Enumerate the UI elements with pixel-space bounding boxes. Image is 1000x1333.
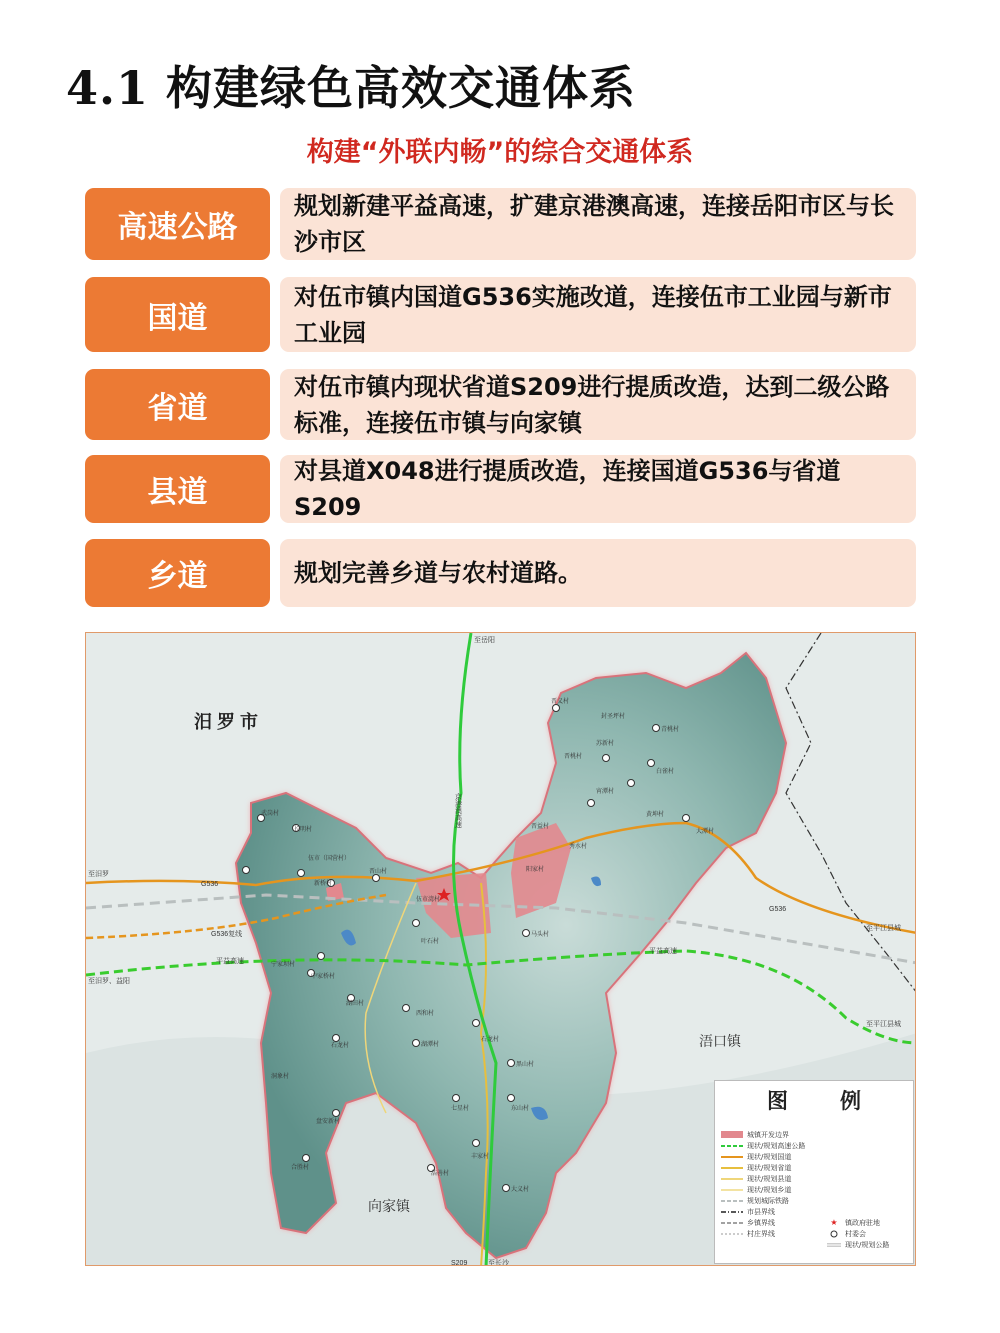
legend-title: 图例 <box>767 1089 913 1113</box>
legend-item <box>721 1195 789 1206</box>
village-label: 晋义村 <box>551 699 570 705</box>
legend-label: 规划城际铁路 <box>747 1196 789 1205</box>
place-label-xiangjia: 向家镇 <box>368 1198 410 1214</box>
village-label: 苏新村 <box>596 741 615 747</box>
village-label: 七星村 <box>451 1106 470 1112</box>
village-label: 宵潭村 <box>596 789 615 795</box>
transport-map <box>85 632 916 1266</box>
legend-label: 现状/规划乡道 <box>747 1185 792 1194</box>
road-label-pingyi: 平益高速 <box>216 958 244 965</box>
village-label: 秀水村 <box>569 844 588 850</box>
village-label: 湖潭村 <box>421 1042 440 1048</box>
legend-item <box>721 1162 791 1173</box>
legend-label: 市县界线 <box>747 1207 775 1216</box>
legend-item <box>721 1228 775 1239</box>
village-label: 黑山村 <box>516 1062 535 1068</box>
legend-label: 镇政府驻地 <box>845 1218 880 1227</box>
road-plan-description: 规划完善乡道与农村道路。 <box>280 539 916 607</box>
village-label: 伍市（国营村） <box>308 856 351 862</box>
village-label: 武岗村 <box>261 811 280 817</box>
white-road-line-icon <box>827 1241 841 1249</box>
legend-item <box>721 1217 775 1228</box>
road-label-to-changsha: 至长沙 <box>488 1260 509 1267</box>
legend-item <box>827 1217 880 1228</box>
legend-item <box>827 1228 866 1239</box>
road-label-to-pingjiang: 至平江县城 <box>866 925 901 932</box>
pale-yellow-line-icon <box>721 1186 743 1194</box>
legend-label: 现状/规划省道 <box>747 1163 792 1172</box>
village-label: 盘安新村 <box>316 1119 341 1125</box>
village-label: 伍市湾村 <box>416 897 441 903</box>
thin-dash-line-icon <box>721 1230 743 1238</box>
road-plan-description: 规划新建平益高速，扩建京港澳高速，连接岳阳市区与长沙市区 <box>280 188 916 260</box>
village-label: 黄坤村 <box>646 812 665 818</box>
legend-item <box>721 1140 805 1151</box>
village-label: 浩善村 <box>431 1171 450 1177</box>
village-label: 新桥村 <box>314 881 333 887</box>
legend-label: 现状/规划县道 <box>747 1174 792 1183</box>
road-label-to-miluo: 至汨罗 <box>88 871 109 878</box>
legend-label: 村委会 <box>845 1229 866 1238</box>
road-plan-row-provincial <box>85 369 916 440</box>
legend-label: 城镇开发边界 <box>747 1130 789 1139</box>
place-label-miluo: 汨 罗 市 <box>194 712 259 732</box>
road-label-pingyi: 平益高速 <box>649 948 677 955</box>
village-label: 大潭村 <box>696 829 715 835</box>
road-category-label: 省道 <box>85 369 270 440</box>
circle-icon <box>827 1230 841 1238</box>
village-label: 东山村 <box>511 1106 530 1112</box>
legend-item <box>721 1206 775 1217</box>
road-plan-row-national <box>85 277 916 352</box>
section-subtitle: 构建“外联内畅”的综合交通体系 <box>306 137 694 168</box>
road-label-s209: S209 <box>451 1260 468 1267</box>
orange-line-icon <box>721 1153 743 1161</box>
legend-item <box>827 1239 889 1250</box>
legend-item <box>721 1129 789 1140</box>
village-label: 丰家村 <box>471 1154 490 1160</box>
village-label: 晋益村 <box>531 824 550 830</box>
village-label: 晋桃村 <box>564 754 583 760</box>
road-plan-row-county <box>85 455 916 523</box>
pink-fill-icon <box>721 1131 743 1138</box>
red-star-icon: ★ <box>830 1217 838 1227</box>
road-category-label: 乡道 <box>85 539 270 607</box>
village-label: 合胜村 <box>291 1165 310 1171</box>
legend-label: 现状/规划高速公路 <box>747 1141 806 1150</box>
yellow-line-icon <box>721 1175 743 1183</box>
legend-label: 现状/规划公路 <box>845 1240 890 1249</box>
road-plan-row-expressway <box>85 188 916 260</box>
black-dash-dot-line-icon <box>721 1208 743 1216</box>
green-line-icon <box>721 1142 743 1150</box>
legend-item <box>721 1151 791 1162</box>
road-label-g536: G536 <box>201 881 219 888</box>
road-category-label: 国道 <box>85 277 270 352</box>
village-label: 长明村 <box>294 827 313 833</box>
road-category-label: 县道 <box>85 455 270 523</box>
village-label: 石龙村 <box>481 1037 500 1043</box>
road-label-to-pingjiang: 至平江县城 <box>866 1021 901 1028</box>
road-label-g536: G536 <box>769 906 787 913</box>
dark-dash-line-icon <box>721 1219 743 1227</box>
road-plan-description: 对伍市镇内现状省道S209进行提质改造，达到二级公路标准，连接伍市镇与向家镇 <box>280 369 916 440</box>
road-plan-description: 对县道X048进行提质改造，连接国道G536与省道S209 <box>280 455 916 523</box>
village-label: 西和村 <box>416 1011 435 1017</box>
legend-item <box>721 1173 791 1184</box>
gray-dashed-line-icon <box>721 1197 743 1205</box>
legend-label: 村庄界线 <box>747 1229 775 1238</box>
village-label: 洞象村 <box>271 1074 290 1080</box>
road-label-to-yueyang: 至岳阳 <box>474 637 495 644</box>
village-label: 晋山村 <box>369 869 388 875</box>
place-label-wukou: 浯口镇 <box>699 1033 741 1049</box>
village-label: 石龙村 <box>331 1043 350 1049</box>
village-label: 阳家村 <box>526 867 545 873</box>
village-label: 大义村 <box>511 1187 530 1193</box>
legend-item <box>721 1184 791 1195</box>
village-label: 马头村 <box>531 932 550 938</box>
village-label: 湖田村 <box>346 1001 365 1007</box>
road-label-g536-bypass: G536复线 <box>211 931 243 938</box>
amber-line-icon <box>721 1164 743 1172</box>
village-label: 中家桥村 <box>311 974 336 980</box>
village-label: 青桃村 <box>661 727 680 733</box>
road-plan-description: 对伍市镇内国道G536实施改道，连接伍市工业园与新市工业园 <box>280 277 916 352</box>
road-plan-row-township <box>85 539 916 607</box>
village-label: 白雀村 <box>656 769 675 775</box>
road-label-jinggangao: 京港澳高速 <box>454 793 462 828</box>
village-label: 封圣坪村 <box>601 714 626 720</box>
map-legend <box>714 1080 914 1264</box>
page-title: 4.1 构建绿色高效交通体系 <box>66 61 637 115</box>
road-category-label: 高速公路 <box>85 188 270 260</box>
village-label: 宁家坝村 <box>271 962 296 968</box>
road-label-to-miluo-yiyang: 至汨罗、益阳 <box>88 978 130 985</box>
legend-label: 现状/规划国道 <box>747 1152 792 1161</box>
village-label: 叶石村 <box>421 939 440 945</box>
legend-label: 乡镇界线 <box>747 1218 775 1227</box>
